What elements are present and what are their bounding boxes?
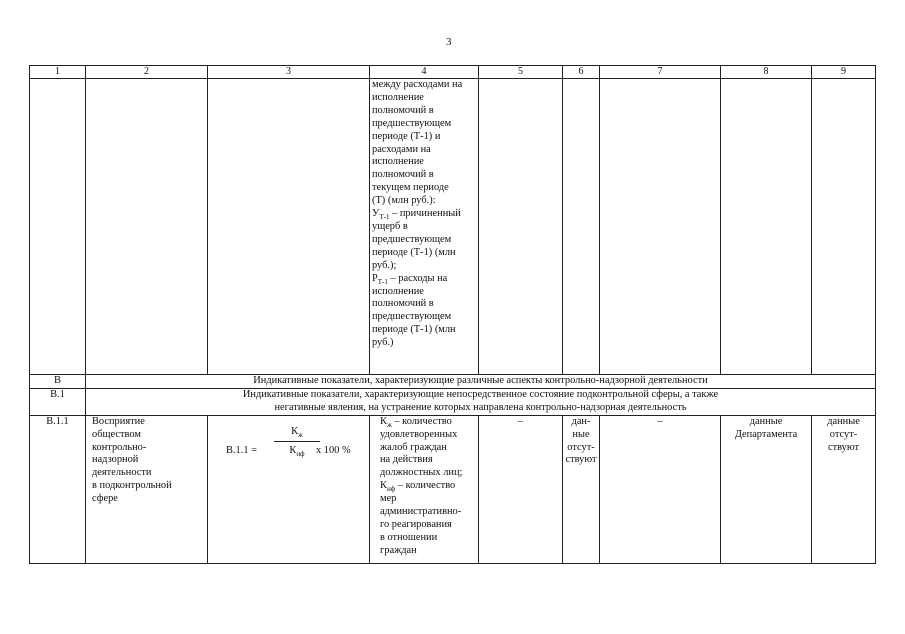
row-b11-col5: – bbox=[479, 415, 563, 563]
header-cell-3: 3 bbox=[208, 66, 370, 79]
u-rest: – причиненный bbox=[389, 208, 461, 220]
name-line: обществом bbox=[92, 428, 141, 440]
header-cell-8: 8 bbox=[721, 66, 812, 79]
page-number: 3 bbox=[446, 36, 452, 48]
p-definition bbox=[372, 273, 476, 286]
u-symbol: У bbox=[372, 208, 380, 220]
k-nf-rest: – количество bbox=[395, 480, 456, 492]
k-nf-line: административно- bbox=[380, 506, 462, 518]
name-line: надзорной bbox=[92, 454, 139, 466]
k-nf-line: в отношении bbox=[380, 531, 438, 543]
u-line: ущерб в bbox=[372, 220, 408, 232]
col9-line: ствуют bbox=[827, 441, 860, 453]
p-subscript: Т-1 bbox=[377, 277, 388, 286]
row-b11-code: В.1.1 bbox=[30, 415, 86, 563]
row-b11-col8 bbox=[721, 415, 812, 563]
cont-cell-1 bbox=[30, 79, 86, 375]
row-b11-name bbox=[86, 415, 208, 563]
formula bbox=[210, 416, 367, 476]
cont-cell-4 bbox=[370, 79, 479, 375]
name-line: сфере bbox=[92, 493, 118, 505]
k-nf-symbol: К bbox=[380, 480, 387, 492]
col8-line: Департамента bbox=[734, 428, 798, 440]
indicator-table bbox=[29, 65, 876, 564]
cont-cell-6 bbox=[563, 79, 600, 375]
p-line: предшествующем bbox=[372, 311, 452, 323]
k-nf-definition bbox=[380, 480, 476, 493]
u-definition bbox=[372, 208, 476, 221]
col8-line: данные bbox=[749, 415, 783, 427]
row-b11-col7: – bbox=[600, 415, 721, 563]
k-nf-line: мер bbox=[380, 493, 397, 505]
cont-cell-3 bbox=[208, 79, 370, 375]
p-rest: – расходы на bbox=[387, 272, 448, 284]
name-line: в подконтрольной bbox=[92, 480, 172, 492]
cont-cell-8 bbox=[721, 79, 812, 375]
section-b-row bbox=[30, 375, 876, 389]
k-zh-line: на действия bbox=[380, 454, 433, 466]
section-b-title: Индикативные показатели, характеризующие различные аспекты контрольно-надзорной деятельности bbox=[86, 375, 876, 389]
formula-lhs: В.1.1 = bbox=[226, 444, 257, 456]
cont-cell-9 bbox=[812, 79, 876, 375]
header-cell-6: 6 bbox=[563, 66, 600, 79]
num-subscript: ж bbox=[298, 430, 303, 439]
cont-cell-7 bbox=[600, 79, 721, 375]
p-line: периоде (Т-1) (млн bbox=[372, 324, 456, 336]
name-line: деятельности bbox=[92, 467, 152, 479]
k-nf-line: граждан bbox=[380, 544, 417, 556]
k-zh-line: должностных лиц; bbox=[380, 467, 463, 479]
cont-line: предшествующем bbox=[372, 117, 452, 129]
section-b-code: В bbox=[30, 375, 86, 389]
continuation-row bbox=[30, 79, 876, 375]
col6-line: ные bbox=[572, 428, 590, 440]
col9-line: отсут- bbox=[829, 428, 858, 440]
section-b1-title-line: Индикативные показатели, характеризующие непосредственное состояние подконтрольной сферы, а также bbox=[242, 388, 719, 400]
cont-line: исполнение bbox=[372, 156, 424, 168]
p-line: руб.) bbox=[372, 337, 394, 349]
u-line: периоде (Т-1) (млн bbox=[372, 246, 456, 258]
row-b11-formula bbox=[208, 415, 370, 563]
formula-fraction bbox=[274, 426, 320, 458]
p-line: исполнение bbox=[372, 285, 424, 297]
section-b1-code: В.1 bbox=[30, 388, 86, 415]
cont-line: текущем периоде bbox=[372, 182, 449, 194]
section-b1-title-line: негативные явления, на устранение которых направлена контрольно-надзорная деятельность bbox=[274, 401, 687, 413]
header-cell-1: 1 bbox=[30, 66, 86, 79]
k-zh-rest: – количество bbox=[391, 415, 452, 427]
u-line: руб.); bbox=[372, 259, 397, 271]
cont-line: между расходами на bbox=[372, 79, 463, 90]
u-line: предшествующем bbox=[372, 233, 452, 245]
header-cell-4: 4 bbox=[370, 66, 479, 79]
den-subscript: нф bbox=[296, 449, 305, 458]
u-subscript: Т-1 bbox=[379, 213, 390, 222]
p-line: полномочий в bbox=[372, 298, 434, 310]
cont-line: (Т) (млн руб.): bbox=[372, 195, 436, 207]
cont-line: исполнение bbox=[372, 91, 424, 103]
cont-cell-2 bbox=[86, 79, 208, 375]
col6-line: ствуют bbox=[565, 454, 597, 466]
col6-line: дан- bbox=[571, 415, 591, 427]
cont-line: полномочий в bbox=[372, 169, 434, 181]
row-b11-col6 bbox=[563, 415, 600, 563]
k-nf-line: го реагирования bbox=[380, 518, 452, 530]
k-zh-definition bbox=[380, 416, 476, 429]
header-cell-5: 5 bbox=[479, 66, 563, 79]
formula-denominator bbox=[274, 445, 320, 458]
row-b11 bbox=[30, 415, 876, 563]
header-row bbox=[30, 66, 876, 79]
k-zh-line: жалоб граждан bbox=[380, 441, 447, 453]
cont-line: периоде (Т-1) и bbox=[372, 130, 441, 142]
p-symbol: Р bbox=[372, 272, 378, 284]
k-zh-symbol: К bbox=[380, 415, 387, 427]
formula-rhs: х 100 % bbox=[316, 444, 351, 456]
name-line: контрольно- bbox=[92, 441, 147, 453]
den-symbol: К bbox=[289, 444, 297, 456]
name-line: Восприятие bbox=[92, 415, 145, 427]
section-b1-title bbox=[86, 388, 876, 415]
formula-numerator bbox=[274, 426, 320, 441]
header-cell-2: 2 bbox=[86, 66, 208, 79]
num-symbol: К bbox=[291, 425, 299, 437]
col9-line: данные bbox=[827, 415, 860, 427]
k-zh-subscript: ж bbox=[386, 420, 392, 429]
col6-line: отсут- bbox=[567, 441, 595, 453]
section-b1-row bbox=[30, 388, 876, 415]
cont-cell-5 bbox=[479, 79, 563, 375]
cont-line: расходами на bbox=[372, 143, 431, 155]
k-zh-line: удовлетворенных bbox=[380, 428, 458, 440]
header-cell-7: 7 bbox=[600, 66, 721, 79]
row-b11-col9 bbox=[812, 415, 876, 563]
header-cell-9: 9 bbox=[812, 66, 876, 79]
row-b11-definitions bbox=[370, 415, 479, 563]
cont-line: полномочий в bbox=[372, 104, 434, 116]
k-nf-subscript: нф bbox=[386, 485, 396, 494]
